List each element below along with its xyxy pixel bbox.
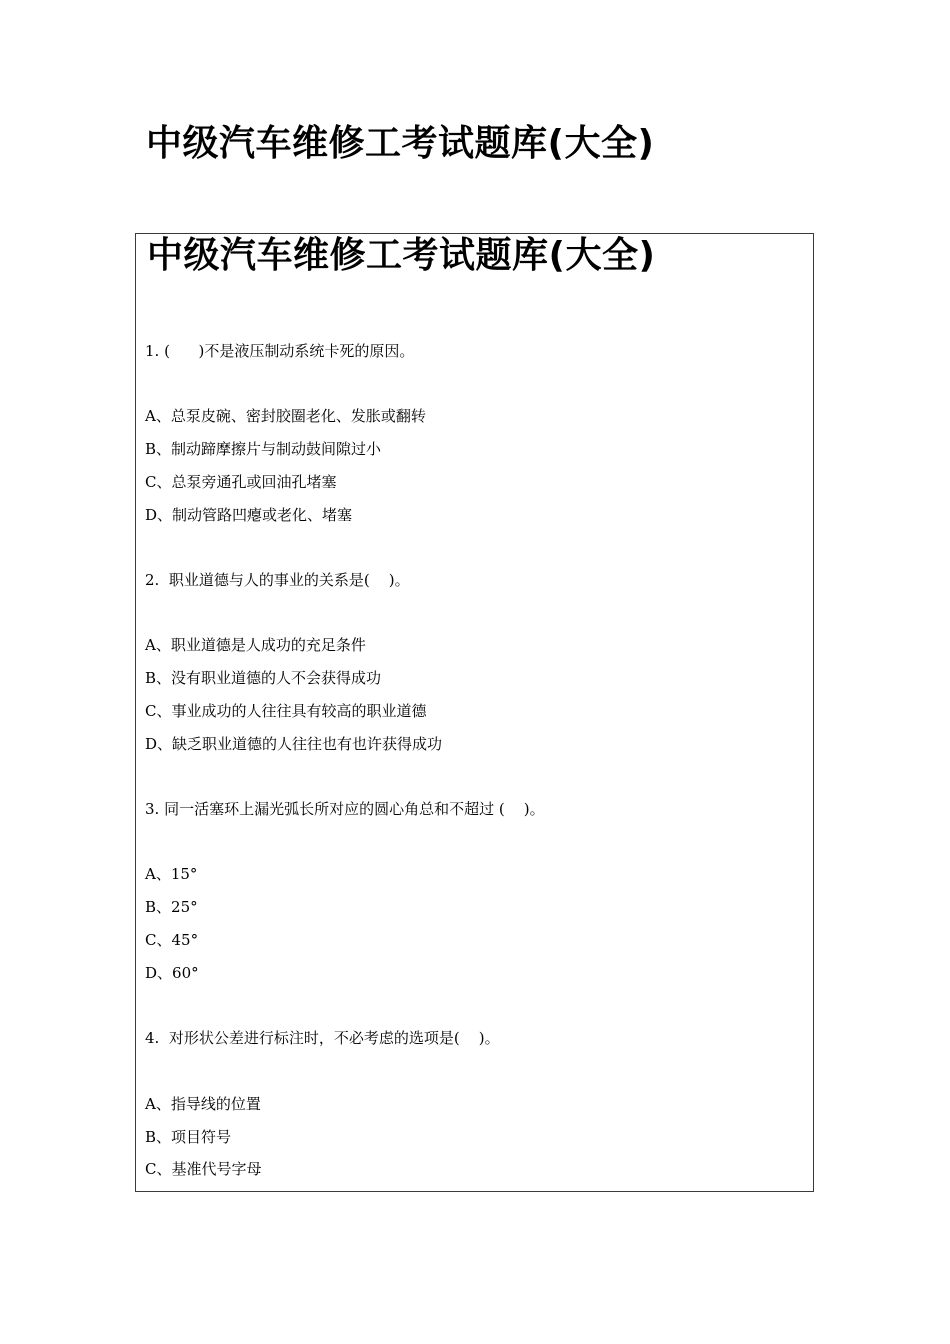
question-3-option-d: D、60° bbox=[145, 964, 199, 982]
question-3-stem: 3. 同一活塞环上漏光弧长所对应的圆心角总和不超过 ( )。 bbox=[145, 800, 545, 818]
question-1-option-a: A、总泵皮碗、密封胶圈老化、发胀或翻转 bbox=[145, 407, 426, 425]
question-1-option-b: B、制动蹄摩擦片与制动鼓间隙过小 bbox=[145, 440, 382, 458]
question-4-option-c: C、基准代号字母 bbox=[145, 1160, 262, 1178]
question-4-option-a: A、指导线的位置 bbox=[145, 1095, 261, 1113]
question-2-option-a: A、职业道德是人成功的充足条件 bbox=[145, 636, 366, 654]
question-2-option-c: C、事业成功的人往往具有较高的职业道德 bbox=[145, 702, 427, 720]
box-title: 中级汽车维修工考试题库(大全) bbox=[147, 235, 656, 276]
question-4-stem: 4. 对形状公差进行标注时，不必考虑的选项是( )。 bbox=[145, 1029, 500, 1047]
question-4-option-b: B、项目符号 bbox=[145, 1128, 232, 1146]
question-3-option-a: A、15° bbox=[145, 865, 198, 883]
question-1-option-c: C、总泵旁通孔或回油孔堵塞 bbox=[145, 473, 337, 491]
page-title: 中级汽车维修工考试题库(大全) bbox=[146, 123, 655, 164]
question-2-option-b: B、没有职业道德的人不会获得成功 bbox=[145, 669, 382, 687]
question-content-box bbox=[135, 233, 814, 1192]
question-3-option-c: C、45° bbox=[145, 931, 199, 949]
question-2-option-d: D、缺乏职业道德的人往往也有也许获得成功 bbox=[145, 735, 443, 753]
question-3-option-b: B、25° bbox=[145, 898, 198, 916]
question-1-option-d: D、制动管路凹瘪或老化、堵塞 bbox=[145, 506, 353, 524]
question-2-stem: 2. 职业道德与人的事业的关系是( )。 bbox=[145, 571, 410, 589]
question-1-stem: 1. ( )不是液压制动系统卡死的原因。 bbox=[145, 342, 415, 360]
